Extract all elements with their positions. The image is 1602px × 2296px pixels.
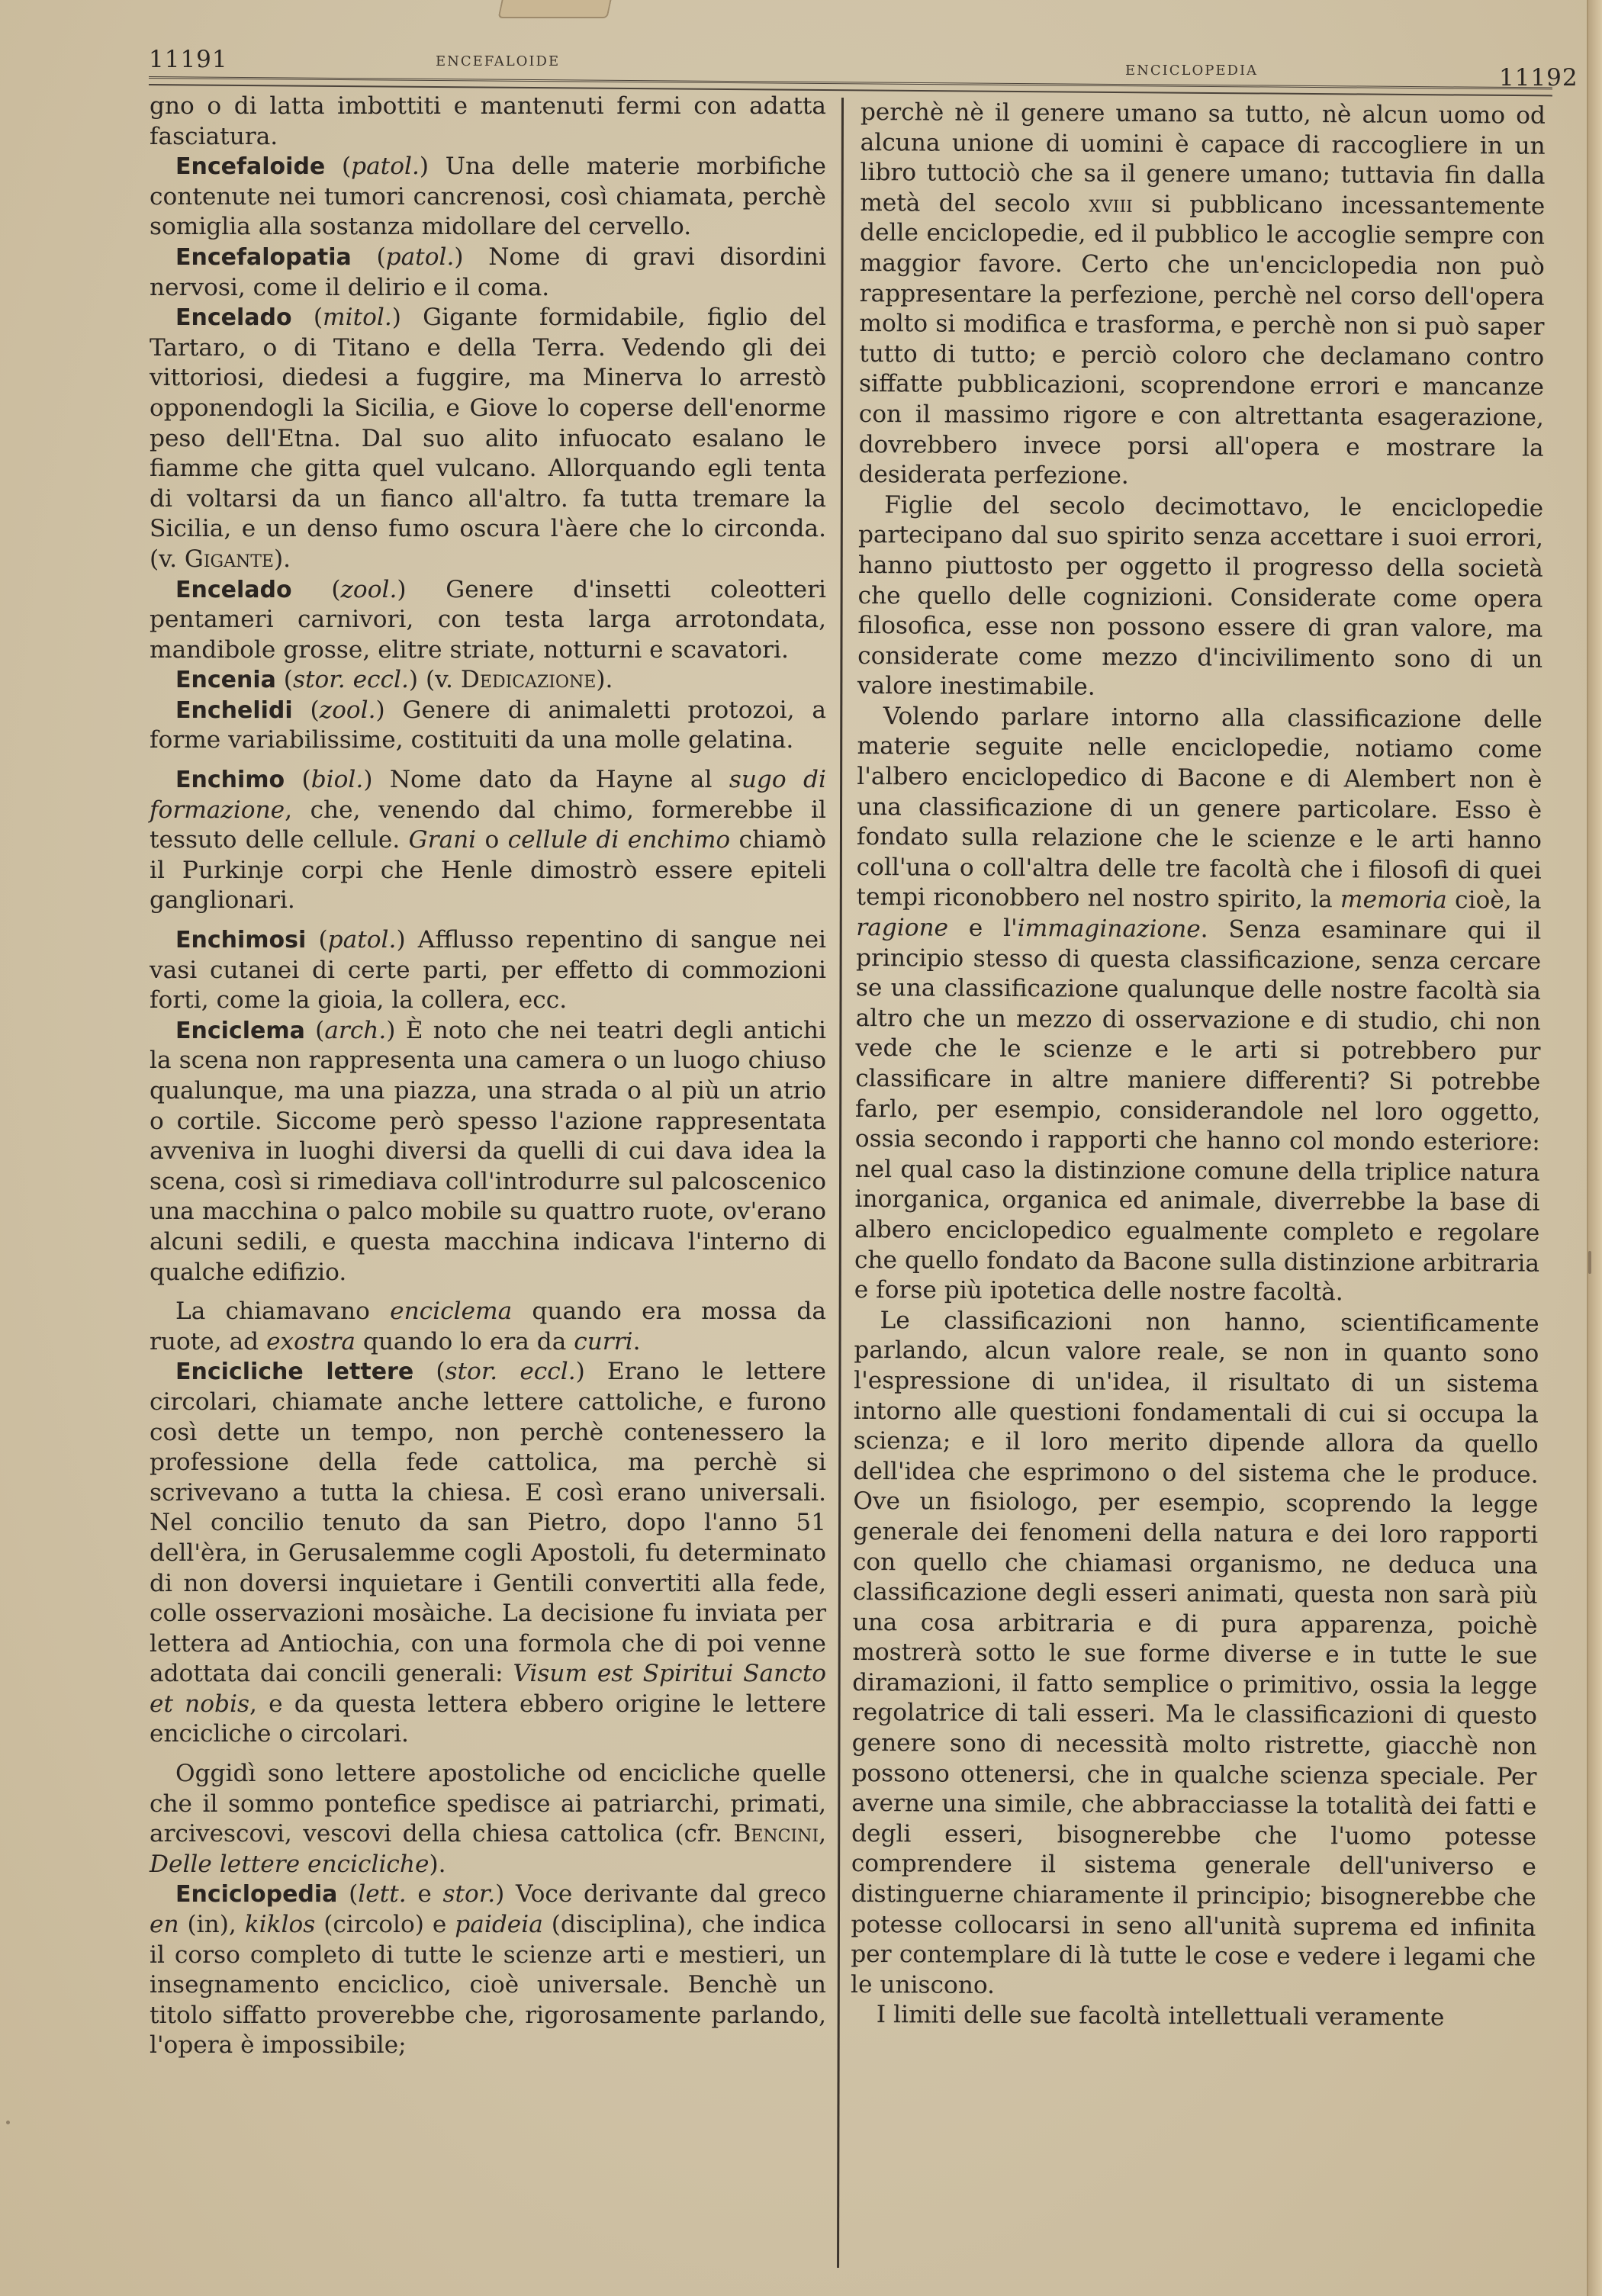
italic-text: cellule di enchimo — [507, 826, 731, 854]
body-text: ( — [275, 666, 293, 694]
italic-text: Grani — [408, 826, 477, 854]
italic-text: memoria — [1340, 886, 1447, 915]
body-text: . Senza esaminare qui il principio stesso di questa classificazione, senza cercare se una classificazione qualunque delle nostre facoltà sia altro che un mezzo di osservazione e di studio, chi non vede che le scienze e le arti si potrebbero pur classificare in altre maniere differenti? Si potrebbe farlo, per esempio, considerandole nel loro oggetto, ossia secondo i rapporti che hanno col mondo esteriore: nel qual caso la distinzione comune della triplice natura inorganica, organica ed animale, diverrebbe la base di albero enciclopedico egualmente completo e regolare che quello fondato da Bacone sulla distinzione arbitraria e forse più ipotetica delle nostre facoltà. — [854, 915, 1542, 1307]
paragraph — [858, 98, 1546, 494]
body-text: cioè, la — [1446, 886, 1542, 915]
body-text: o — [476, 826, 508, 854]
paper-speck — [1588, 1251, 1591, 1274]
dictionary-entry — [150, 1357, 826, 1750]
paper-speck — [6, 2121, 10, 2124]
paragraph — [857, 490, 1543, 706]
dictionary-entry — [150, 925, 826, 1016]
entry-headword: Enchelidi — [175, 696, 293, 724]
italic-text: kiklos — [244, 1911, 316, 1939]
paragraph — [150, 1297, 826, 1357]
body-text: ). — [596, 666, 613, 694]
body-text: ( — [285, 766, 311, 794]
body-text: I limiti delle sue facoltà intellettuali veramente — [876, 2001, 1445, 2032]
body-text: ). — [273, 545, 291, 573]
body-text: (disciplina), che indica il corso completo di tutte le scienze arti e mestieri, un insegnamento enciclico, cioè universale. Benchè un titolo siffatto proverebbe che, rigorosamente parlando, l'opera è impossibile; — [150, 1911, 826, 2060]
paragraph — [851, 2000, 1536, 2034]
entry-headword: Enchimo — [175, 767, 285, 794]
body-text: ( — [325, 153, 352, 181]
body-text: , che, venendo dal chimo, formerebbe il tessuto delle cellule. — [150, 796, 826, 854]
paragraph — [854, 702, 1542, 1310]
body-text: ) Nome di gravi disordini nervosi, come il delirio e il coma. — [150, 243, 826, 301]
body-text: , e da questa lettera ebbero origine le lettere encicliche o circolari. — [150, 1690, 826, 1748]
body-text: (circolo) e — [315, 1911, 455, 1939]
dictionary-entry — [150, 303, 826, 574]
body-text: ( — [413, 1358, 446, 1386]
italic-text: lett. — [358, 1880, 407, 1909]
entry-headword: Enciclopedia — [175, 1881, 338, 1909]
entry-headword: Encelado — [175, 576, 292, 603]
italic-text: ragione — [856, 914, 949, 942]
entry-headword: Enchimosi — [175, 927, 307, 954]
body-text: ) Genere d'insetti coleotteri pentameri carnivori, con testa larga arrotondata, mandibole grosse, elitre striate, notturni e scavatori. — [150, 575, 826, 664]
italic-text: Visum est Spiritui Sancto et nobis — [150, 1660, 826, 1718]
body-text: ( — [292, 696, 320, 724]
body-text: Volendo parlare intorno alla classificazione delle materie seguite nelle enciclopedie, notiamo come l'albero enciclopedico di Bacone e di Alembert non è una classificazione di un genere particolare. Esso è fondato sulla relazione che le scienze e le arti hanno coll'una o coll'altra delle tre facoltà che i filosofi di quei tempi riconobbero nel nostro spirito, la — [856, 703, 1542, 914]
italic-text: Delle lettere encicliche — [150, 1850, 429, 1878]
italic-text: patol. — [327, 926, 397, 954]
dictionary-entry — [150, 1016, 826, 1288]
body-text: ( — [291, 304, 323, 332]
page-edge — [1587, 0, 1602, 2296]
dictionary-entry — [150, 575, 826, 666]
body-text: chiamò il Purkinje corpi che Henle dimostrò essere epiteli ganglionari. — [150, 826, 827, 915]
italic-text: immaginazione — [1017, 915, 1201, 944]
body-text: Figlie del secolo decimottavo, le enciclopedie partecipano dal suo spirito senza accettare i suoi errori, hanno piuttosto per oggetto il progresso della società che quello delle cognizioni. Considerate come opera filosofica, esse non possono essere di gran valore, ma considerate come mezzo d'incivilimento sono di un valore inestimabile. — [857, 490, 1544, 701]
body-text: ) È noto che nei teatri degli antichi la scena non rappresenta una camera o un luogo chiuso qualunque, ma una piazza, una strada o al più un atrio o cortile. Siccome però spesso l'azione rappresentata avveniva in luoghi diversi da quelli di cui dava idea la scena, così si rimediava coll'introdurre sul palcoscenico una macchina o palco mobile su quattro ruote, ov'erano alcuni sedili, e questa macchina indicava l'interno di qualche edifizio. — [150, 1016, 826, 1286]
body-text: . — [632, 1327, 641, 1355]
small-caps-text: Dedicazione — [460, 666, 597, 694]
dictionary-entry — [150, 696, 826, 756]
italic-text: curri — [574, 1327, 633, 1355]
body-text: ) Una delle materie morbifiche contenute nei tumori cancrenosi, così chiamata, perchè somiglia alla sostanza midollare del cervello. — [150, 153, 826, 241]
column-divider — [837, 98, 844, 2268]
italic-text: patol. — [351, 153, 420, 181]
left-page-number: 11191 — [149, 46, 228, 73]
body-text: ) Voce derivante dal greco — [495, 1880, 826, 1909]
right-page-number: 11192 — [1499, 64, 1578, 92]
body-text: Oggidì sono lettere apostoliche od encicliche quelle che il sommo pontefice spedisce ai patriarchi, primati, arcivescovi, vescovi della chiesa cattolica (cfr. — [150, 1760, 826, 1848]
italic-text: paideia — [455, 1911, 543, 1939]
entry-headword: Encelado — [175, 304, 292, 332]
italic-text: enciclema — [390, 1298, 513, 1326]
body-text: (in), — [179, 1911, 245, 1939]
entry-headword: Encefalopatia — [175, 243, 352, 271]
italic-text: exostra — [266, 1327, 355, 1355]
small-caps-text: Gigante — [184, 545, 274, 573]
paragraph — [150, 1759, 826, 1880]
dictionary-entry — [150, 665, 826, 696]
right-column — [851, 98, 1546, 2034]
entry-headword: Enciclema — [175, 1017, 305, 1044]
italic-text: mitol. — [323, 304, 392, 332]
entry-headword: Encicliche lettere — [175, 1359, 414, 1386]
small-caps-text: Bencini — [733, 1820, 819, 1848]
body-text: e — [406, 1880, 443, 1909]
italic-text: stor. — [442, 1880, 496, 1909]
body-text: si pubblicano incessantemente delle enciclopedie, ed il pubblico le accoglie sempre con maggior favore. Certo che un'enciclopedia non può rappresentare la perfezione, perchè nel corso dell'opera molto si modifica e trasforma, e perchè non si può saper tutto di tutto; e perciò coloro che declamano contro siffatte pubblicazioni, scoprendone errori e mancanze con il massimo rigore e con altrettanta esagerazione, dovrebbero invece porsi all'opera e mostrare la desiderata perfezione. — [858, 190, 1546, 490]
body-text: ) Nome dato da Hayne al — [363, 766, 729, 794]
italic-text: zool. — [340, 575, 397, 603]
italic-text: biol. — [310, 766, 364, 794]
italic-text: patol. — [385, 243, 455, 271]
body-text: ) (v. — [408, 666, 461, 694]
dictionary-entry — [150, 243, 826, 303]
body-text: quando era mossa da ruote, ad — [150, 1298, 826, 1355]
dictionary-entry — [150, 1880, 826, 2061]
body-text: La chiamavano — [175, 1298, 391, 1326]
entry-headword: Encenia — [175, 667, 276, 694]
paper-tab-mark — [497, 0, 611, 18]
right-running-title: ENCICLOPEDIA — [1125, 63, 1259, 79]
italic-text: zool. — [319, 696, 376, 724]
small-caps-text: xviii — [1089, 190, 1133, 218]
body-text: ) Erano le lettere circolari, chiamate anche lettere cattoliche, e furono così dette un tempo, non perchè contenessero la professione della fede cattolica, ma perchè si scrivevano a tutta la chiesa. E così erano universali. Nel concilio tenuto da san Pietro, dopo l'anno 51 dell'èra, in Gerusalemme cogli Apostoli, fu determinato di non doversi inquietare i Gentili convertiti alla fede, colle osservazioni mosàiche. La decisione fu inviata per lettera ad Antiochia, con una formola che di poi venne adottata dai concili generali: — [150, 1358, 827, 1688]
italic-text: stor. eccl. — [445, 1358, 576, 1386]
body-text: ( — [291, 575, 341, 603]
italic-text: sugo di formazione — [150, 766, 826, 824]
italic-text: arch. — [324, 1016, 387, 1044]
body-text: ) Afflusso repentino di sangue nei vasi cutanei di certe parti, per effetto di commozioni forti, come la gioia, la collera, ecc. — [150, 926, 826, 1015]
body-text: , — [819, 1820, 826, 1848]
body-text: ) Genere di animaletti protozoi, a forme variabilissime, costituiti da una molle gelatina. — [150, 696, 826, 754]
italic-text: stor. eccl. — [292, 666, 409, 694]
body-text: Le classificazioni non hanno, scientificamente parlando, alcun valore reale, se non in quanto sono l'espressione di un'idea, il risultato di un sistema intorno alle questioni fondamentali di cui si occupa la scienza; e il loro merito dipende allora da quello dell'idea che esprimono o del sistema che le produce. Ove un fisiologo, per esempio, scoprendo la legge generale dei fenomeni della natura e dei loro rapporti con quello che chiamasi organismo, ne deduca una classificazione degli esseri animati, questa non sarà più una cosa arbitraria e di pura apparenza, poichè mostrerà sotto le sue forme diverse e in tutte le sue diramazioni, il fatto semplice o primitivo, ossia la legge regolatrice di tali esseri. Ma le classificazioni di questo genere sono di necessità molto ristrette, giacchè non possono ottenersi, che in qualche scienza speciale. Per averne una simile, che abbracciasse la totalità dei fatti e degli esseri, bisognerebbe che l'uomo potesse comprendere il sistema generale dell'universo e distinguerne chiaramente il principio; bisognerebbe che potesse collocarsi in seno all'unità suprema ed infinita per contemplare di là tutte le cose e vedere i legami che le uniscono. — [850, 1306, 1539, 1999]
body-text: ) Gigante formidabile, figlio del Tartaro, o di Titano e della Terra. Vedendo gli dei vittoriosi, diedesi a fuggire, ma Minerva lo arrestò opponendogli la Sicilia, e Giove lo coperse dell'enorme peso dell'Etna. Dal suo alito infuocato esalano le fiamme che gitta quel vulcano. Allorquando egli tenta di voltarsi da un fianco all'altro. fa tutta tremare la Sicilia, e un denso fumo oscura l'àere che lo circonda. (v. — [150, 304, 826, 573]
body-text: e l' — [947, 914, 1018, 943]
body-text: ( — [304, 1016, 325, 1044]
paragraph — [150, 92, 826, 152]
italic-text: en — [150, 1911, 179, 1939]
dictionary-entry — [150, 765, 826, 916]
body-text: ). — [429, 1850, 446, 1878]
body-text: ( — [351, 243, 386, 271]
left-column — [150, 92, 826, 2061]
dictionary-entry — [150, 152, 826, 243]
body-text: gno o di latta imbottiti e mantenuti fermi con adatta fasciatura. — [150, 92, 826, 150]
body-text: quando lo era da — [355, 1327, 574, 1355]
paragraph — [851, 1306, 1539, 2004]
body-text: ( — [337, 1880, 359, 1909]
body-text: perchè nè il genere umano sa tutto, nè alcun uomo od alcuna unione di uomini è capace di raccogliere in un libro tuttociò che sa il genere umano; tuttavia fin dalla metà del secolo — [860, 98, 1546, 218]
body-text: ( — [306, 926, 328, 954]
left-running-title: ENCEFALOIDE — [436, 53, 561, 69]
entry-headword: Encefaloide — [175, 153, 326, 181]
